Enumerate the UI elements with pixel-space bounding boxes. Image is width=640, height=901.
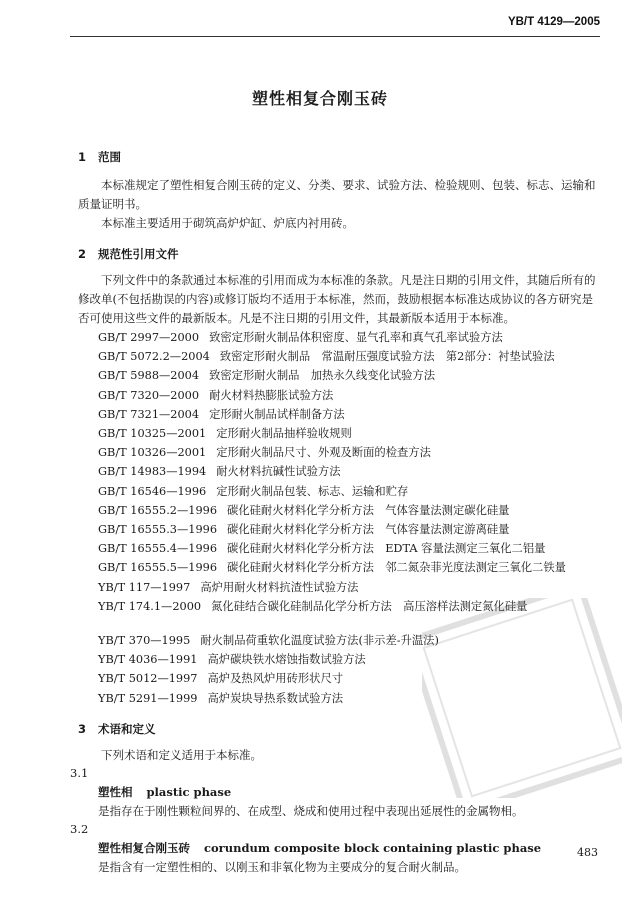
reference-title: 耐火材料热膨胀试验方法 bbox=[209, 388, 334, 402]
reference-code: GB/T 16555.3—1996 bbox=[98, 523, 218, 537]
reference-title: 定形耐火制品抽样验收规则 bbox=[216, 427, 352, 441]
reference-item bbox=[78, 578, 598, 597]
section-number: 3 bbox=[78, 721, 87, 736]
term-heading bbox=[78, 838, 598, 858]
reference-code: YB/T 4036—1991 bbox=[98, 653, 198, 667]
reference-code: GB/T 10326—2001 bbox=[98, 446, 207, 460]
reference-title: 高炉碳块铁水熔蚀指数试验方法 bbox=[207, 653, 366, 667]
reference-item bbox=[78, 366, 598, 385]
reference-item bbox=[78, 462, 598, 481]
reference-title: 定形耐火制品试样制备方法 bbox=[209, 407, 345, 421]
reference-code: GB/T 5988—2004 bbox=[98, 369, 200, 383]
reference-title: 高炉及热风炉用砖形状尺寸 bbox=[207, 672, 344, 686]
section-title: 术语和定义 bbox=[98, 721, 156, 736]
reference-code: YB/T 117—1997 bbox=[98, 580, 191, 594]
reference-item bbox=[78, 482, 598, 501]
reference-title: 碳化硅耐火材料化学分析方法 邻二氮杂菲光度法测定三氧化二铁量 bbox=[227, 561, 566, 575]
reference-item bbox=[78, 501, 598, 520]
term-cn: 塑性相复合刚玉砖 bbox=[98, 840, 190, 855]
reference-code: YB/T 370—1995 bbox=[98, 634, 191, 648]
reference-title: 耐火材料抗碱性试验方法 bbox=[216, 465, 341, 479]
reference-title: 碳化硅耐火材料化学分析方法 EDTA 容量法测定三氧化二铝量 bbox=[227, 542, 546, 556]
reference-code: GB/T 16555.2—1996 bbox=[98, 503, 218, 517]
reference-item bbox=[78, 386, 598, 405]
reference-code: YB/T 174.1—2000 bbox=[98, 599, 202, 613]
term-en: plastic phase bbox=[146, 784, 232, 799]
clause-number: 3.2 bbox=[70, 821, 89, 836]
standard-code: YB/T 4129—2005 bbox=[507, 16, 600, 28]
reference-title: 耐火制品荷重软化温度试验方法(非示差-升温法) bbox=[200, 634, 439, 648]
paragraph: 下列术语和定义适用于本标准。 bbox=[101, 747, 262, 762]
reference-item bbox=[78, 328, 598, 347]
reference-code: GB/T 2997—2000 bbox=[98, 331, 200, 344]
term-definition: 是指含有一定塑性相的、以刚玉和非氧化物为主要成分的复合耐火制品。 bbox=[98, 859, 466, 874]
header-rule bbox=[70, 36, 600, 37]
reference-title: 致密定形耐火制品 加热永久线变化试验方法 bbox=[209, 369, 436, 383]
reference-list bbox=[78, 328, 598, 616]
section-title: 规范性引用文件 bbox=[98, 247, 179, 261]
reference-title: 碳化硅耐火材料化学分析方法 气体容量法测定碳化硅量 bbox=[227, 503, 510, 517]
reference-title: 致密定形耐火制品 常温耐压强度试验方法 第2部分：衬垫试验法 bbox=[219, 350, 555, 364]
section-2-heading bbox=[78, 245, 598, 263]
term-cn: 塑性相 bbox=[98, 784, 133, 799]
section-number: 2 bbox=[78, 247, 87, 261]
term-en: corundum composite block containing plastic phase bbox=[204, 840, 542, 855]
reference-title: 高炉用耐火材料抗渣性试验方法 bbox=[200, 580, 359, 594]
reference-item bbox=[78, 520, 598, 539]
paragraph: 下列文件中的条款通过本标准的引用而成为本标准的条款。凡是注日期的引用文件，其随后所有的修改单(不包括勘误的内容)或修订版均不适用于本标准，然而，鼓励根据本标准达成协议的各方研究是否可使用这些文件的最新版本。凡是不注日期的引用文件，其最新版本适用于本标准。 bbox=[78, 273, 596, 325]
reference-code: GB/T 7321—2004 bbox=[98, 407, 200, 421]
reference-code: GB/T 16555.5—1996 bbox=[98, 561, 218, 575]
reference-code: YB/T 5012—1997 bbox=[98, 672, 198, 686]
reference-item bbox=[78, 558, 598, 577]
paragraph: 本标准主要适用于砌筑高炉炉缸、炉底内衬用砖。 bbox=[101, 216, 354, 230]
reference-code: GB/T 10325—2001 bbox=[98, 427, 207, 441]
reference-title: 碳化硅耐火材料化学分析方法 气体容量法测定游离硅量 bbox=[227, 523, 510, 537]
section-title: 范围 bbox=[98, 150, 121, 164]
reference-code: YB/T 5291—1999 bbox=[98, 691, 198, 705]
reference-code: GB/T 7320—2000 bbox=[98, 388, 200, 402]
reference-code: GB/T 5072.2—2004 bbox=[98, 350, 210, 364]
reference-item bbox=[78, 443, 598, 462]
reference-item bbox=[78, 539, 598, 558]
document-title: 塑性相复合刚玉砖 bbox=[251, 89, 388, 108]
reference-code: GB/T 16555.4—1996 bbox=[98, 542, 218, 556]
section-number: 1 bbox=[78, 150, 87, 164]
reference-item bbox=[78, 347, 598, 366]
reference-item bbox=[78, 405, 598, 424]
section-1-heading bbox=[78, 148, 598, 166]
reference-title: 氮化硅结合碳化硅制品化学分析方法 高压溶样法测定氮化硅量 bbox=[211, 599, 528, 613]
reference-title: 高炉炭块导热系数试验方法 bbox=[207, 691, 344, 705]
term-definition: 是指存在于刚性颗粒间界的、在成型、烧成和使用过程中表现出延展性的金属物相。 bbox=[98, 803, 524, 818]
reference-title: 定形耐火制品包装、标志、运输和贮存 bbox=[216, 484, 409, 498]
clause-number: 3.1 bbox=[70, 765, 89, 780]
reference-code: GB/T 16546—1996 bbox=[98, 484, 207, 498]
reference-item bbox=[78, 424, 598, 443]
watermark-seal bbox=[422, 598, 622, 798]
reference-title: 致密定形耐火制品体积密度、显气孔率和真气孔率试验方法 bbox=[209, 331, 503, 344]
page-number: 483 bbox=[577, 846, 598, 859]
reference-code: GB/T 14983—1994 bbox=[98, 465, 207, 479]
reference-title: 定形耐火制品尺寸、外观及断面的检查方法 bbox=[216, 446, 431, 460]
paragraph: 本标准规定了塑性相复合刚玉砖的定义、分类、要求、试验方法、检验规则、包装、标志、运输和质量证明书。 bbox=[78, 178, 596, 211]
